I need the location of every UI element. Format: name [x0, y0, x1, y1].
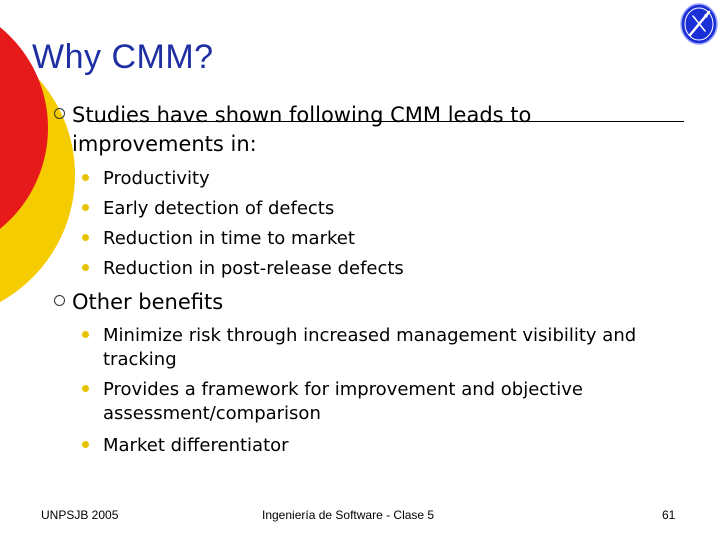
- sub-bullet-item: [82, 434, 672, 458]
- sub-bullet-text: Reduction in time to market: [103, 228, 355, 249]
- yellow-dot-icon: [82, 441, 89, 448]
- bullet-item: [54, 101, 674, 159]
- sub-bullet-item: [82, 167, 672, 191]
- footer-center: Ingeniería de Software - Clase 5: [262, 508, 435, 522]
- sub-bullet-text: Early detection of defects: [103, 198, 335, 219]
- sub-bullet-item: [82, 197, 672, 221]
- sub-bullet-item: [82, 324, 672, 372]
- bullet-text: Studies have shown following CMM leads to improvements in:: [72, 103, 532, 156]
- sub-bullet-text: Productivity: [103, 168, 210, 189]
- sub-bullet-item: [82, 378, 672, 426]
- yellow-dot-icon: [82, 174, 89, 181]
- yellow-dot-icon: [82, 331, 89, 338]
- compass-icon: [679, 2, 719, 46]
- page-number: 61: [662, 508, 676, 522]
- sub-bullet-text: Reduction in post-release defects: [103, 258, 404, 279]
- hollow-circle-icon: [54, 295, 65, 306]
- footer-left: UNPSJB 2005: [41, 508, 119, 522]
- yellow-dot-icon: [82, 264, 89, 271]
- sub-bullet-text: Provides a framework for improvement and objective assessment/comparison: [103, 379, 583, 424]
- yellow-dot-icon: [82, 204, 89, 211]
- slide-title: Why CMM?: [32, 38, 214, 76]
- sub-bullet-item: [82, 227, 672, 251]
- sub-bullet-text: Market differentiator: [103, 435, 289, 456]
- bullet-text: Other benefits: [72, 290, 224, 314]
- yellow-dot-icon: [82, 234, 89, 241]
- hollow-circle-icon: [54, 108, 65, 119]
- sub-bullet-item: [82, 257, 672, 281]
- bullet-item: [54, 288, 674, 317]
- sub-bullet-text: Minimize risk through increased management visibility and tracking: [103, 325, 637, 370]
- yellow-dot-icon: [82, 385, 89, 392]
